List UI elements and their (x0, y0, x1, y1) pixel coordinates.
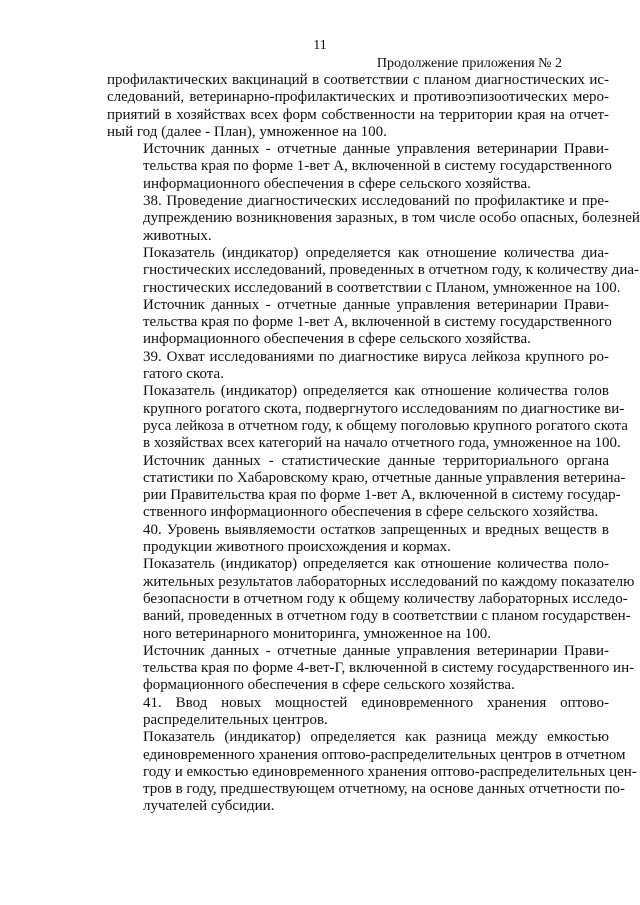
text-line: статистики по Хабаровскому краю, отчетные данные управления ветерина- (143, 469, 626, 486)
paragraph (107, 522, 609, 557)
paragraph (107, 452, 626, 522)
text-line: тельства края по форме 4-вет-Г, включенной в систему государственного ин- (143, 660, 635, 677)
text-line: следований, ветеринарно-профилактических и противоэпизоотических меро- (107, 89, 609, 106)
paragraph (107, 244, 639, 297)
document-body (107, 72, 640, 816)
text-line: единовременного хранения оптово-распределительных центров в отчетном (143, 746, 626, 763)
text-line: лучателей субсидии. (143, 798, 275, 815)
text-line: жительных результатов лабораторных исследований по каждому показателю (143, 573, 635, 590)
text-line: в хозяйствах всех категорий на начало отчетного года, умноженное на 100. (143, 435, 621, 452)
text-line: 38. Проведение диагностических исследований по профилактике и пре- (143, 193, 609, 210)
text-line: Показатель (индикатор) определяется как отношение количества голов (143, 383, 609, 400)
paragraph (107, 296, 612, 349)
text-line: гностических исследований, проведенных в отчетном году, к количеству диа- (143, 262, 639, 279)
paragraph (107, 729, 637, 815)
paragraph (107, 383, 628, 452)
text-line: году и емкостью единовременного хранения оптово-распределительных цен- (143, 763, 637, 780)
text-line: Источник данных - отчетные данные управления ветеринарии Прави- (143, 296, 609, 313)
text-line: Источник данных - статистические данные территориального органа (143, 452, 609, 469)
text-line: Показатель (индикатор) определяется как разница между емкостью (143, 729, 609, 746)
paragraph (107, 695, 609, 730)
paragraph (107, 642, 635, 695)
text-line: формационного обеспечения в сфере сельского хозяйства. (143, 677, 515, 694)
text-line: информационного обеспечения в сфере сельского хозяйства. (143, 175, 531, 192)
text-line: ный год (далее - План), умноженное на 100. (107, 123, 387, 140)
text-line: дупреждению возникновения заразных, в том числе особо опасных, болезней (143, 210, 640, 227)
paragraph (107, 72, 609, 141)
text-line: 40. Уровень выявляемости остатков запрещенных и вредных веществ в (143, 521, 609, 538)
paragraph (107, 141, 612, 193)
text-line: тельства края по форме 1-вет А, включенной в систему государственного (143, 314, 612, 331)
text-line: тров в году, предшествующем отчетному, на основе данных отчетности по- (143, 781, 625, 798)
text-line: ного ветеринарного мониторинга, умноженное на 100. (143, 625, 492, 642)
text-line: Показатель (индикатор) определяется как отношение количества поло- (143, 556, 609, 573)
text-line: профилактических вакцинаций в соответствии с планом диагностических ис- (107, 72, 609, 88)
text-line: распределительных центров. (143, 711, 328, 728)
text-line: тельства края по форме 1-вет А, включенной в систему государственного (143, 158, 612, 175)
text-line: крупного рогатого скота, подвергнутого исследованиям по диагностике ви- (143, 400, 625, 417)
text-line: руса лейкоза в отчетном году, к общему поголовью крупного рогатого скота (143, 417, 628, 434)
text-line: приятий в хозяйствах всех форм собственности на территории края на отчет- (107, 106, 609, 123)
appendix-continuation-note: Продолжение приложения № 2 (376, 56, 562, 71)
paragraph (107, 556, 635, 642)
text-line: животных. (143, 227, 212, 244)
text-line: ственного информационного обеспечения в сфере сельского хозяйства. (143, 504, 599, 521)
text-line: ваний, проведенных в отчетном году в соответствии с планом государствен- (143, 608, 631, 625)
text-line: гностических исследований в соответствии с Планом, умноженное на 100. (143, 279, 621, 296)
page-number: 11 (313, 38, 327, 53)
text-line: 41. Ввод новых мощностей единовременного хранения оптово- (143, 694, 609, 711)
text-line: Источник данных - отчетные данные управления ветеринарии Прави- (143, 141, 609, 158)
text-line: безопасности в отчетном году к общему количеству лабораторных исследо- (143, 590, 628, 607)
paragraph (107, 193, 640, 245)
text-line: Источник данных - отчетные данные управления ветеринарии Прави- (143, 642, 609, 659)
text-line: продукции животного происхождения и кормах. (143, 539, 451, 556)
paragraph (107, 349, 609, 384)
text-line: Показатель (индикатор) определяется как отношение количества диа- (143, 244, 609, 261)
text-line: информационного обеспечения в сфере сельского хозяйства. (143, 331, 531, 348)
text-line: гатого скота. (143, 366, 224, 383)
text-line: рии Правительства края по форме 1-вет А, включенной в систему государ- (143, 487, 621, 504)
text-line: 39. Охват исследованиями по диагностике вируса лейкоза крупного ро- (143, 348, 609, 365)
